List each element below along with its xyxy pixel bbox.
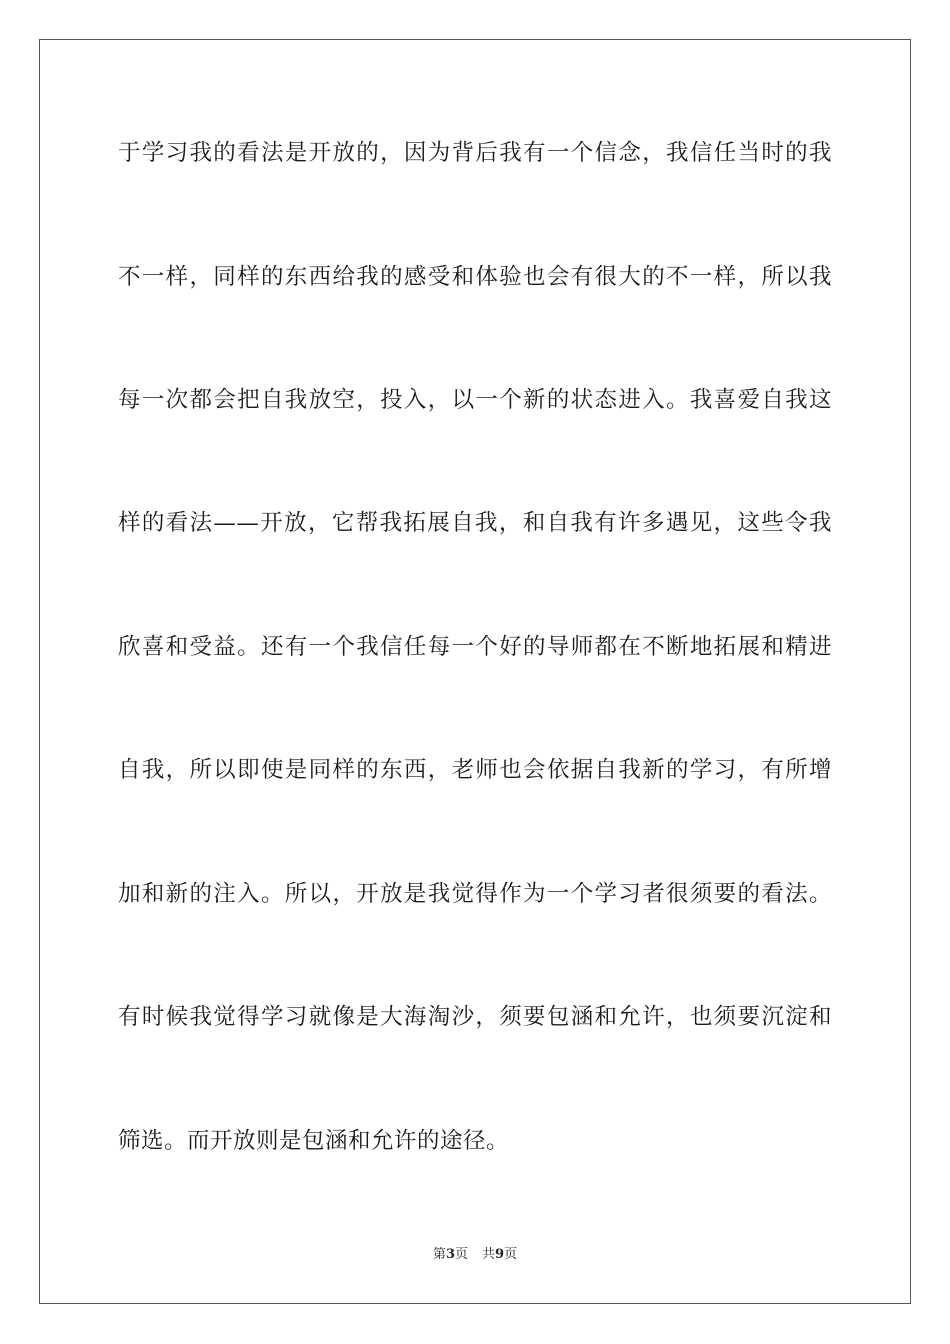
page-prefix: 第 (432, 1247, 446, 1262)
total-pages: 9 (495, 1247, 505, 1262)
body-text-line-9: 筛选。而开放则是包涵和允许的途径。 (118, 1128, 510, 1154)
body-text-line-1: 于学习我的看法是开放的，因为背后我有一个信念，我信任当时的我 (118, 140, 832, 166)
body-text-line-2: 不一样，同样的东西给我的感受和体验也会有很大的不一样，所以我 (118, 264, 832, 290)
page-number: 3 (445, 1247, 455, 1262)
total-prefix: 共 (482, 1247, 496, 1262)
page-suffix: 页 (454, 1247, 468, 1262)
page-border (39, 39, 911, 1304)
body-text-line-5: 欣喜和受益。还有一个我信任每一个好的导师都在不断地拓展和精进 (118, 634, 832, 660)
body-text-line-4: 样的看法——开放，它帮我拓展自我，和自我有许多遇见，这些令我 (118, 510, 832, 536)
body-text-line-6: 自我，所以即使是同样的东西，老师也会依据自我新的学习，有所增 (118, 757, 832, 783)
body-text-line-3: 每一次都会把自我放空，投入，以一个新的状态进入。我喜爱自我这 (118, 387, 832, 413)
page-footer (0, 1246, 950, 1264)
body-text-line-7: 加和新的注入。所以，开放是我觉得作为一个学习者很须要的看法。 (118, 881, 832, 907)
body-text-line-8: 有时候我觉得学习就像是大海淘沙，须要包涵和允许，也须要沉淀和 (118, 1004, 832, 1030)
total-suffix: 页 (504, 1247, 518, 1262)
